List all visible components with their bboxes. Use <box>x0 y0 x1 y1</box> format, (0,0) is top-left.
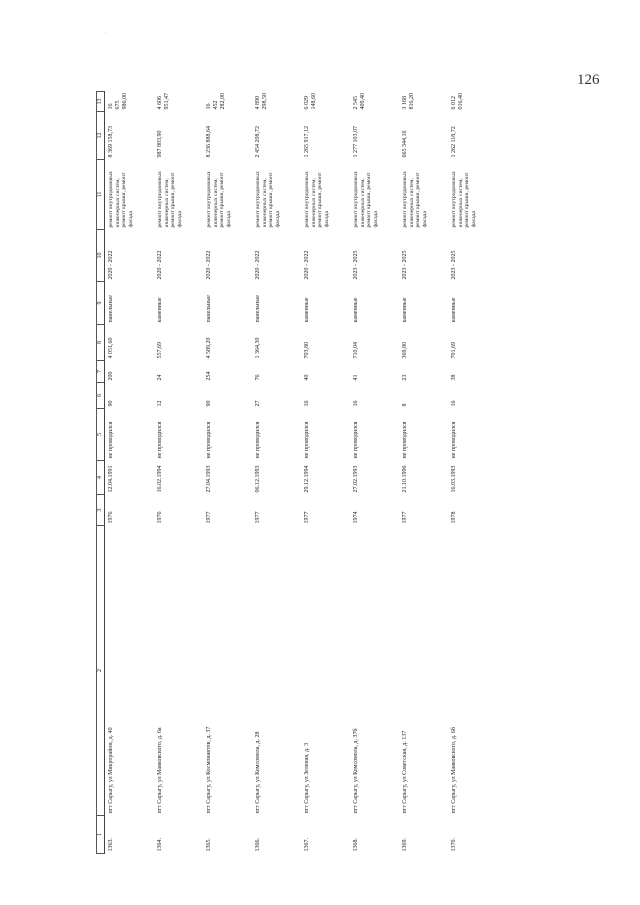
row-number: 1365. <box>206 838 212 852</box>
date-cell: 12.04.1991 <box>108 465 114 493</box>
status-cell: не проводился <box>206 421 212 459</box>
col12-cell: 2 454 208,72 <box>255 126 261 158</box>
col7-cell: 40 <box>304 374 310 381</box>
year-cell: 1976 <box>157 511 163 524</box>
material-cell: каменные <box>304 297 310 323</box>
total-cell: 3 168 816,20 <box>402 93 415 110</box>
works-cell: ремонт внутридомовых инженерных систем, ремонт крыши, ремонт фасада <box>157 171 183 228</box>
period-cell: 2020 - 2022 <box>108 250 114 280</box>
area-cell: 710,04 <box>353 342 359 359</box>
works-cell: ремонт внутридомовых инженерных систем, ремонт крыши, ремонт фасада <box>255 171 281 228</box>
total-cell: 2 545 409,40 <box>353 93 366 110</box>
area-cell: 701,69 <box>451 342 457 359</box>
col12-cell: 1 277 103,07 <box>353 126 359 158</box>
row-number: 1366. <box>255 838 261 852</box>
address-cell: пгт Сарыгу, ул Комсомола, д. 37б <box>353 728 359 814</box>
period-cell: 2023 - 2025 <box>402 250 408 280</box>
table-row <box>399 92 448 854</box>
status-cell: не проводился <box>157 421 163 459</box>
column-header: 11 <box>97 160 105 230</box>
period-cell: 2020 - 2022 <box>255 250 261 280</box>
area-cell: 703,80 <box>304 342 310 359</box>
scan-mark: · <box>104 30 106 36</box>
address-cell: пгт Сарыгу, ул Зеленая, д. 3 <box>304 742 310 814</box>
col12-cell: 8 369 158,73 <box>108 126 114 158</box>
address-cell: пгт Сарыгу, ул Микрорайон, д. 40 <box>108 727 114 814</box>
status-cell: не проводился <box>108 421 114 459</box>
year-cell: 1978 <box>451 511 457 524</box>
status-cell: не проводился <box>255 421 261 459</box>
period-cell: 2023 - 2025 <box>353 250 359 280</box>
col6-cell: 16 <box>353 400 359 407</box>
year-cell: 1977 <box>255 511 261 524</box>
row-number: 1368. <box>353 838 359 852</box>
col6-cell: 16 <box>451 400 457 407</box>
col6-cell: 90 <box>206 400 212 407</box>
date-cell: 27.02.1993 <box>353 465 359 493</box>
col6-cell: 90 <box>108 400 114 407</box>
row-number: 1364. <box>157 838 163 852</box>
col7-cell: 200 <box>108 371 114 381</box>
table-row <box>350 92 399 854</box>
works-cell: ремонт внутридомовых инженерных систем, ремонт крыши, ремонт фасада <box>451 171 477 228</box>
col6-cell: 16 <box>304 400 310 407</box>
column-header: 10 <box>97 230 105 282</box>
material-cell: панельные <box>108 295 114 323</box>
col6-cell: 12 <box>157 400 163 407</box>
table-row <box>105 92 155 854</box>
works-cell: ремонт внутридомовых инженерных систем, ремонт крыши, ремонт фасада <box>304 171 330 228</box>
works-cell: ремонт внутридомовых инженерных систем, ремонт крыши, ремонт фасада <box>353 171 379 228</box>
col12-cell: 665 344,16 <box>402 130 408 158</box>
page-number: 126 <box>577 72 600 88</box>
column-header: 5 <box>97 409 105 461</box>
column-header: 8 <box>97 325 105 361</box>
row-number: 1370. <box>451 838 457 852</box>
column-header: 7 <box>97 361 105 383</box>
period-cell: 2023 - 2025 <box>451 250 457 280</box>
table-body <box>105 92 498 854</box>
table-row <box>203 92 252 854</box>
total-cell: 6 012 016,40 <box>451 93 464 110</box>
column-header: 3 <box>97 495 105 526</box>
address-cell: пгт Сарыгу, ул Космонавтов, д. 37 <box>206 726 212 814</box>
material-cell: панельные <box>255 295 261 323</box>
column-header: 13 <box>97 92 105 112</box>
area-cell: 4 589,20 <box>206 337 212 359</box>
col7-cell: 254 <box>206 371 212 381</box>
works-cell: ремонт внутридомовых инженерных систем, ремонт крыши, ремонт фасада <box>108 171 134 228</box>
col6-cell: 27 <box>255 400 261 407</box>
date-cell: 29.12.1994 <box>304 465 310 493</box>
status-cell: не проводился <box>451 421 457 459</box>
year-cell: 1976 <box>108 511 114 524</box>
date-cell: 16.03.1993 <box>451 465 457 493</box>
col12-cell: 1 262 118,72 <box>451 126 457 158</box>
column-header: 6 <box>97 383 105 409</box>
column-header: 12 <box>97 112 105 160</box>
total-cell: 6 029 148,60 <box>304 93 317 110</box>
total-cell: 16 675 986,00 <box>108 93 128 110</box>
material-cell: панельные <box>206 295 212 323</box>
material-cell: каменные <box>451 297 457 323</box>
row-number: 1367. <box>304 838 310 852</box>
works-cell: ремонт внутридомовых инженерных систем, ремонт крыши, ремонт фасада <box>402 171 428 228</box>
address-cell: пгт Сарыгу, ул Советская, д. 137 <box>402 730 408 814</box>
period-cell: 2020 - 2022 <box>304 250 310 280</box>
table-header-row <box>97 92 105 854</box>
year-cell: 1974 <box>353 511 359 524</box>
column-header: 9 <box>97 282 105 325</box>
works-cell: ремонт внутридомовых инженерных систем, ремонт крыши, ремонт фасада <box>206 171 232 228</box>
material-cell: каменные <box>353 297 359 323</box>
total-cell: 4 606 951,47 <box>157 93 170 110</box>
date-cell: 21.10.1996 <box>402 465 408 493</box>
col7-cell: 41 <box>353 374 359 381</box>
rotated-table-container <box>96 92 540 854</box>
year-cell: 1977 <box>304 511 310 524</box>
date-cell: 06.12.1993 <box>255 465 261 493</box>
total-cell: 4 890 298,50 <box>255 93 268 110</box>
housing-repair-table <box>96 91 497 854</box>
row-number: 1363. <box>108 838 114 852</box>
col7-cell: 24 <box>157 374 163 381</box>
date-cell: 16.02.1994 <box>157 465 163 493</box>
area-cell: 4 051,60 <box>108 337 114 359</box>
col6-cell: 8 <box>402 403 408 407</box>
year-cell: 1977 <box>402 511 408 524</box>
address-cell: пгт Сарыгу, ул Маяковского, д. 6б <box>451 727 457 814</box>
table-row <box>252 92 301 854</box>
table-row <box>301 92 350 854</box>
address-cell: пгт Сарыгу, ул Комсомола, д. 28 <box>255 731 261 814</box>
col7-cell: 23 <box>402 374 408 381</box>
table-row <box>154 92 203 854</box>
status-cell: не проводился <box>304 421 310 459</box>
row-number: 1369. <box>402 838 408 852</box>
col12-cell: 8 236 888,64 <box>206 126 212 158</box>
year-cell: 1977 <box>206 511 212 524</box>
col12-cell: 987 803,90 <box>157 130 163 158</box>
status-cell: не проводился <box>402 421 408 459</box>
col7-cell: 38 <box>451 374 457 381</box>
col12-cell: 1 265 917,12 <box>304 126 310 158</box>
period-cell: 2020 - 2022 <box>206 250 212 280</box>
material-cell: каменные <box>402 297 408 323</box>
column-header: 1 <box>97 816 105 854</box>
date-cell: 27.04.1993 <box>206 465 212 493</box>
total-cell: 16 452 282,00 <box>206 93 226 110</box>
area-cell: 369,80 <box>402 342 408 359</box>
status-cell: не проводился <box>353 421 359 459</box>
col7-cell: 76 <box>255 374 261 381</box>
area-cell: 1 364,30 <box>255 337 261 359</box>
area-cell: 557,69 <box>157 342 163 359</box>
material-cell: каменные <box>157 297 163 323</box>
address-cell: пгт Сарыгу, ул Маяковского, д. 6а <box>157 727 163 814</box>
column-header: 4 <box>97 461 105 495</box>
column-header: 2 <box>97 526 105 816</box>
table-row <box>448 92 497 854</box>
period-cell: 2020 - 2022 <box>157 250 163 280</box>
